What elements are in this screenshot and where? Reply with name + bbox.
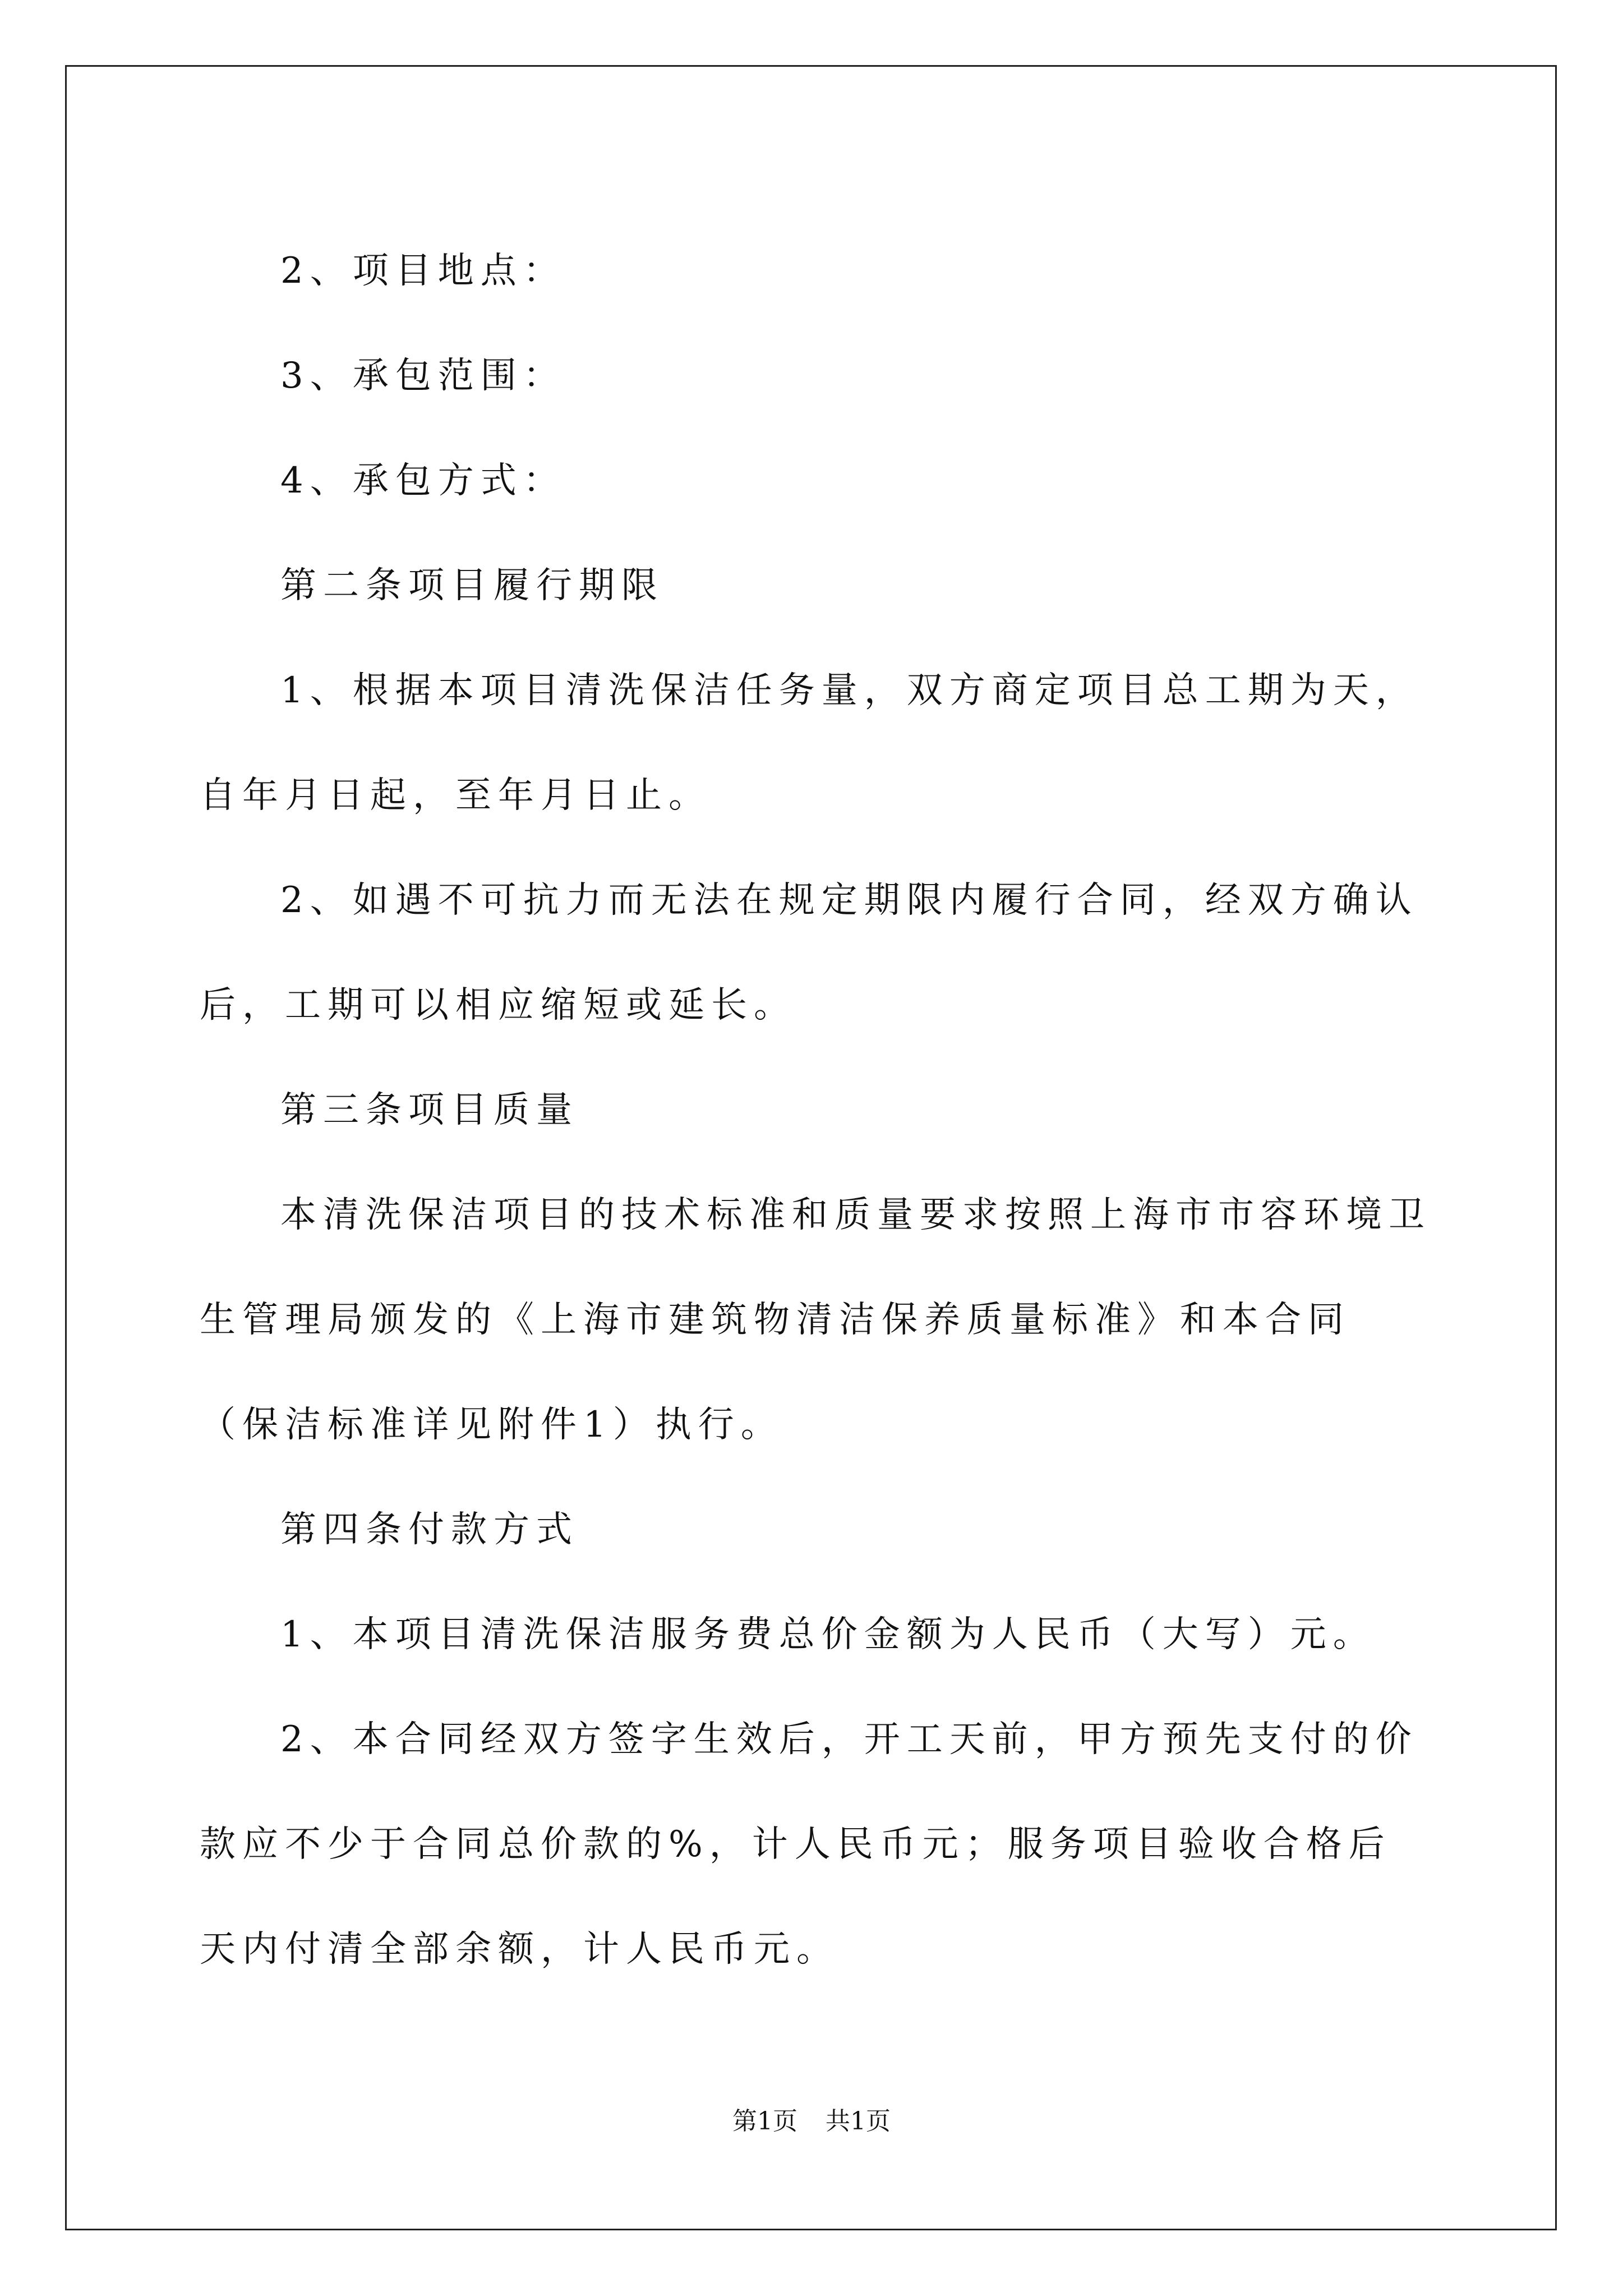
page-footer [0,2101,1623,2137]
item-scope: 3、承包范围： [280,355,566,397]
item-location: 2、项目地点： [280,250,566,292]
page-number-current: 第1页 [732,2107,797,2136]
section-heading-term: 第二条项目履行期限 [280,565,664,606]
section-heading-payment: 第四条付款方式 [280,1509,579,1550]
document-body [200,219,1433,2002]
quality-clause: 本清洗保洁项目的技术标准和质量要求按照上海市市容环境卫生管理局颁发的《上海市建筑物清洁保养质量标准》和本合同（保洁标准详见附件1）执行。 [200,1194,1431,1446]
payment-clause-2: 2、本合同经双方签字生效后，开工天前，甲方预先支付的价款应不少于合同总价款的%，计人民币元；服务项目验收合格后天内付清全部余额，计人民币元。 [200,1719,1418,1970]
item-method: 4、承包方式： [280,460,566,501]
term-clause-2: 2、如遇不可抗力而无法在规定期限内履行合同，经双方确认后，工期可以相应缩短或延长。 [200,880,1418,1026]
section-heading-quality: 第三条项目质量 [280,1089,579,1131]
payment-clause-1: 1、本项目清洗保洁服务费总价金额为人民币（大写）元。 [280,1614,1376,1655]
term-clause-1: 1、根据本项目清洗保洁任务量，双方商定项目总工期为天，自年月日起，至年月日止。 [200,670,1418,816]
page-number-total: 共1页 [826,2107,891,2136]
